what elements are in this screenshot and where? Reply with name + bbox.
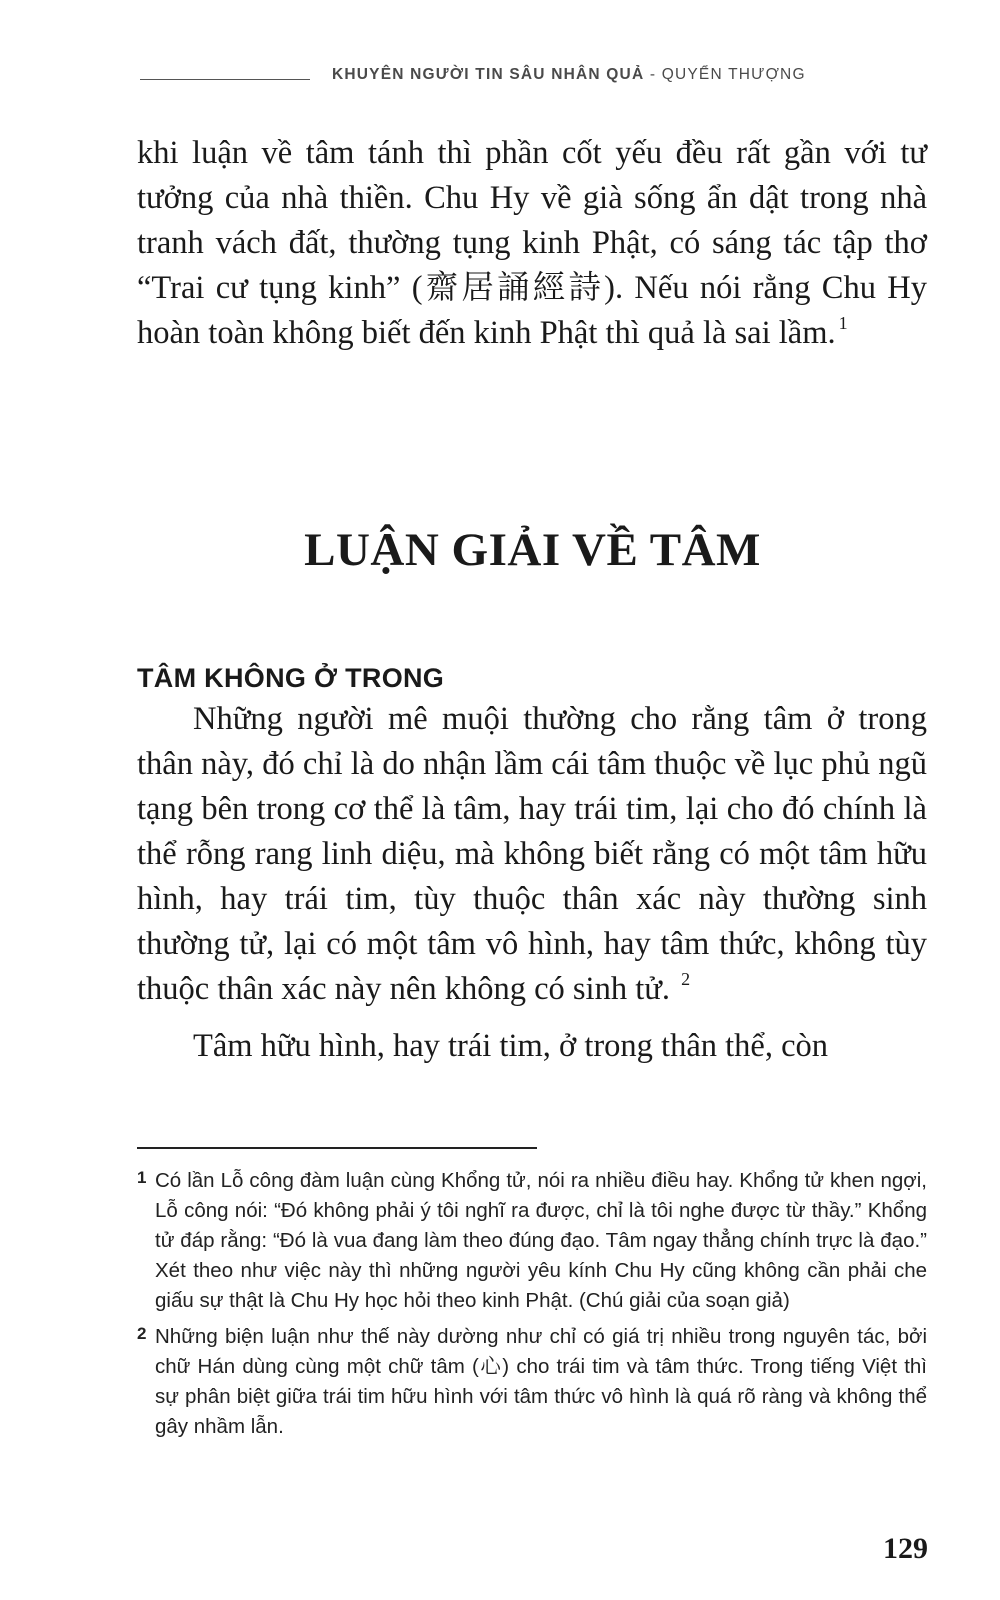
header-separator: - xyxy=(644,66,662,83)
page-number: 129 xyxy=(883,1532,928,1565)
body-paragraph-text: Tâm hữu hình, hay trái tim, ở trong thân thể, còn xyxy=(193,1028,829,1064)
intro-text-block xyxy=(137,131,927,356)
running-header xyxy=(140,62,932,88)
footnote-ref-1[interactable]: 1 xyxy=(838,313,848,333)
header-rule xyxy=(140,79,310,80)
footnote-number: 1 xyxy=(137,1168,147,1187)
body-paragraph xyxy=(137,1024,927,1069)
volume-subtitle: QUYỂN THƯỢNG xyxy=(661,66,806,83)
footnote-text: Những biện luận như thế này dường như chỉ có giá trị nhiều trong nguyên tác, bởi chữ Hán dùng cùng một chữ tâm (心) cho trái tim và tâm thức. Trong tiếng Việt thì sự phân biệt giữa trái tim hữu hình với tâm thức vô hình là quá rõ ràng và không thể gây nhầm lẫn. xyxy=(155,1325,927,1438)
intro-paragraph xyxy=(137,131,927,356)
book-title: KHUYÊN NGƯỜI TIN SÂU NHÂN QUẢ xyxy=(332,66,645,83)
body-paragraph xyxy=(137,697,927,1012)
body-paragraph-text: Những người mê muội thường cho rằng tâm ở trong thân này, đó chỉ là do nhận lầm cái tâm thuộc về lục phủ ngũ tạng bên trong cơ thể là tâm, hay trái tim, lại cho đó chính là thể rỗng rang linh diệu, mà không biết rằng có một tâm hữu hình, hay trái tim, tùy thuộc thân xác này thường sinh thường tử, lại có một tâm vô hình, hay tâm thức, không tùy thuộc thân xác này nên không có sinh tử. xyxy=(137,701,927,1007)
section-heading: TÂM KHÔNG Ở TRONG xyxy=(137,663,445,693)
footnote-ref-2[interactable]: 2 xyxy=(681,969,691,989)
footnote-1 xyxy=(137,1166,927,1316)
footnotes xyxy=(137,1166,927,1448)
footnote-text: Có lần Lỗ công đàm luận cùng Khổng tử, nói ra nhiều điều hay. Khổng tử khen ngợi, Lỗ công nói: “Đó không phải ý tôi nghĩ ra được, chỉ là tôi nghe được từ thầy.” Khổng tử đáp rằng: “Đó là vua đang làm theo đúng đạo. Tâm ngay thẳng chính trực là đạo.” Xét theo như việc này thì những người yêu kính Chu Hy cũng không cần phải che giấu sự thật là Chu Hy học hỏi theo kinh Phật. (Chú giải của soạn giả) xyxy=(155,1169,927,1312)
body-text-block xyxy=(137,697,927,1069)
footnote-2 xyxy=(137,1322,927,1442)
footnote-number: 2 xyxy=(137,1324,147,1343)
intro-paragraph-text: khi luận về tâm tánh thì phần cốt yếu đều rất gần với tư tưởng của nhà thiền. Chu Hy về già sống ẩn dật trong nhà tranh vách đất, thường tụng kinh Phật, có sáng tác tập thơ “Trai cư tụng kinh” (齋居誦經詩). Nếu nói rằng Chu Hy hoàn toàn không biết đến kinh Phật thì quả là sai lầm. xyxy=(137,135,927,351)
header-text xyxy=(332,66,806,84)
footnote-rule xyxy=(137,1147,537,1149)
chapter-title: LUẬN GIẢI VỀ TÂM xyxy=(304,524,761,576)
